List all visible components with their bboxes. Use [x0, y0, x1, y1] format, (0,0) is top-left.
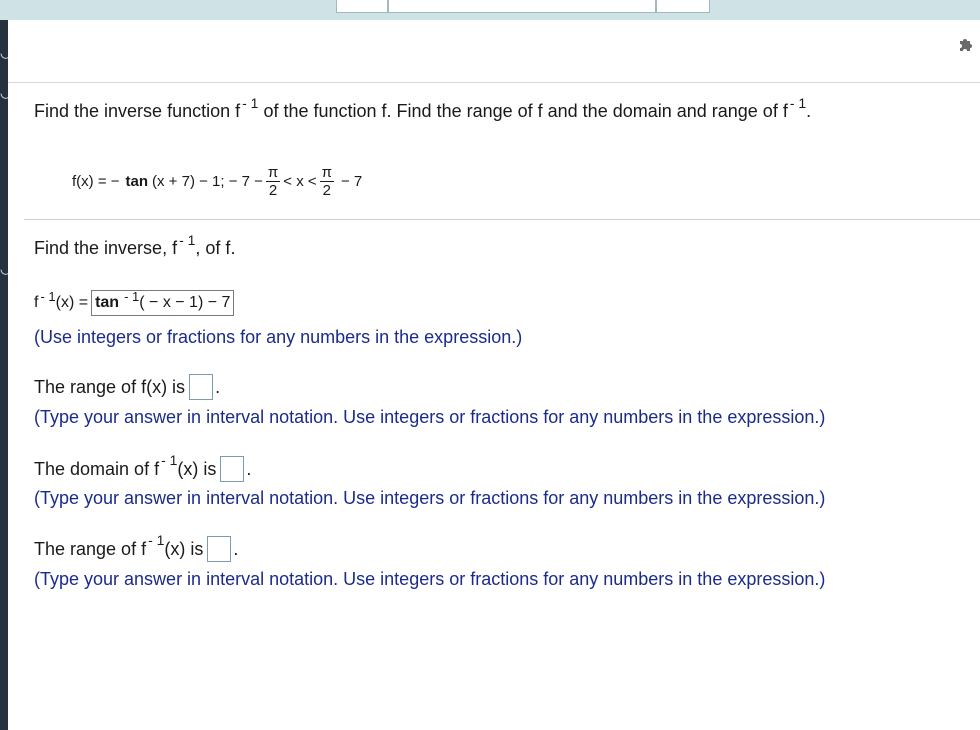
fraction-pi-over-2-a: [266, 164, 280, 199]
answer-lhs-superscript: - 1: [40, 288, 56, 304]
range-inv-suffix: (x) is: [164, 538, 204, 559]
frac1-denominator: 2: [268, 181, 278, 199]
range-f-input[interactable]: [189, 374, 213, 400]
range-f-hint: (Type your answer in interval notation. Use integers or fractions for any numbers in the expression.): [34, 407, 826, 427]
inverse-label-superscript: - 1: [179, 232, 196, 248]
toolbar-tab-right[interactable]: [656, 0, 710, 13]
inverse-answer-box[interactable]: [91, 290, 234, 316]
section-divider: [24, 219, 980, 220]
answer-lhs-f: f: [34, 294, 39, 311]
range-inv-superscript: - 1: [148, 532, 165, 548]
prompt-text-2: of the function f. Find the range of f and the domain and range of f: [258, 101, 788, 121]
domain-inv-label: The domain of f: [34, 458, 160, 479]
toolbar-tab-left[interactable]: [336, 0, 388, 13]
answer-func: tan: [95, 294, 120, 311]
domain-inv-suffix: (x) is: [177, 458, 217, 479]
left-sidebar-strip: [0, 20, 12, 730]
prompt-text-1: Find the inverse function f: [34, 101, 241, 121]
fn-inequality-middle: < x <: [283, 172, 317, 190]
fn-arg: (x + 7) − 1; − 7 −: [152, 172, 263, 190]
question-prompt: [34, 95, 812, 123]
left-edge-mark-3: ◡: [0, 261, 12, 276]
top-toolbar: [0, 0, 980, 20]
domain-inv-period: .: [246, 458, 252, 479]
domain-inv-superscript: - 1: [161, 452, 178, 468]
answer-func-superscript: - 1: [124, 288, 140, 304]
range-f-period: .: [215, 376, 221, 397]
range-inv-label: The range of f: [34, 538, 147, 559]
frac1-numerator: π: [267, 163, 279, 181]
answer-rest: ( − x − 1) − 7: [139, 294, 231, 311]
frac2-numerator: π: [321, 163, 332, 181]
left-edge-mark-2: ◡: [0, 85, 12, 100]
range-inv-input[interactable]: [207, 536, 231, 562]
frac2-denominator: 2: [322, 181, 331, 199]
answer-lhs-rest: (x) =: [55, 294, 89, 311]
inverse-label-suffix: , of f.: [195, 238, 236, 258]
prompt-superscript-2: - 1: [789, 95, 807, 111]
prompt-text-end: .: [806, 101, 812, 121]
domain-inv-hint: (Type your answer in interval notation. Use integers or fractions for any numbers in the expression.): [34, 488, 826, 508]
fn-lhs: f(x) = −: [72, 172, 120, 190]
toolbar-tab-middle[interactable]: [388, 0, 656, 13]
inverse-hint: (Use integers or fractions for any numbers in the expression.): [34, 327, 523, 347]
domain-inv-row: [34, 452, 252, 482]
range-inv-period: .: [233, 538, 239, 559]
prompt-superscript-1: - 1: [242, 95, 259, 111]
range-inv-row: [34, 532, 239, 562]
function-definition: [72, 158, 362, 204]
inverse-label: [34, 232, 236, 260]
range-f-row: [34, 374, 220, 400]
fn-tail: − 7: [341, 172, 363, 190]
range-inv-hint: (Type your answer in interval notation. Use integers or fractions for any numbers in the expression.): [34, 569, 826, 589]
range-f-label: The range of f(x) is: [34, 376, 186, 397]
inverse-label-text: Find the inverse, f: [34, 238, 178, 258]
fraction-pi-over-2-b: [320, 164, 334, 199]
puzzle-icon[interactable]: [958, 36, 974, 52]
domain-inv-input[interactable]: [220, 456, 244, 482]
left-edge-mark-1: ◡: [0, 45, 12, 60]
header-divider: [8, 82, 980, 83]
fn-func: tan: [125, 172, 149, 190]
inverse-answer-line: [34, 290, 234, 316]
